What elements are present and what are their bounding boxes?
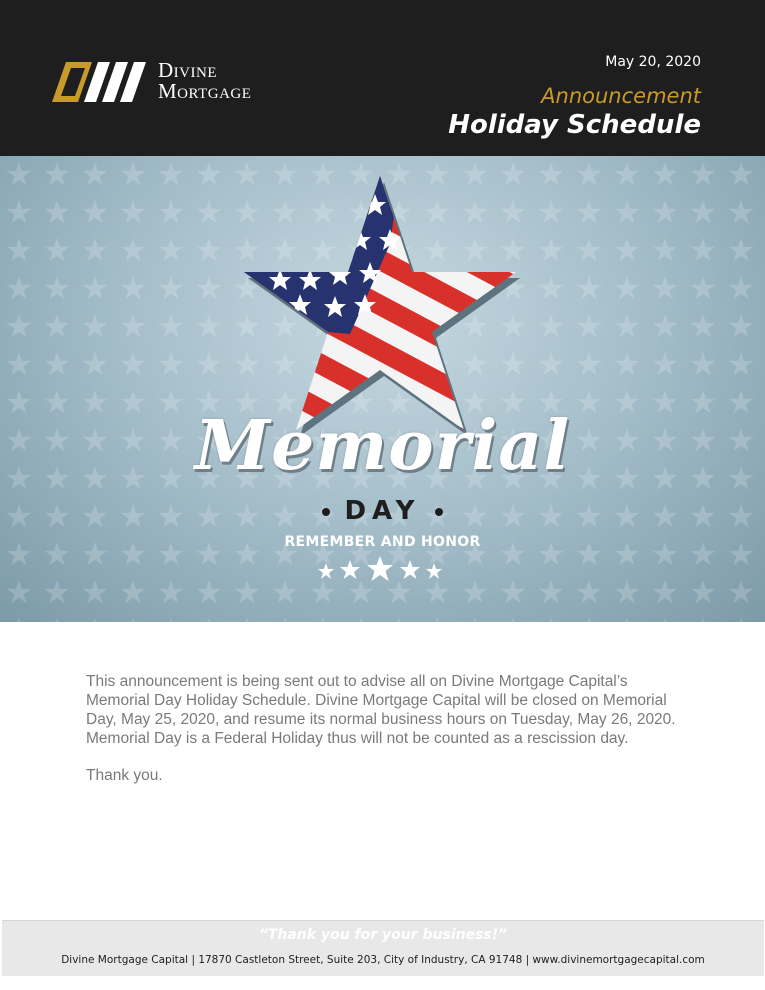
announcement-kicker: Announcement [541, 84, 701, 108]
american-flag-star-icon [240, 174, 520, 436]
divine-mortgage-logo-mark [52, 60, 158, 104]
banner-day-text: DAY [344, 496, 421, 526]
announcement-paragraph: This announcement is being sent out to advise all on Divine Mortgage Capital’s Memorial Day Holiday Schedule. Divine Mortgage Capital will be closed on Memorial Day, May 25, 2020, and resume its normal business hours on Tuesday, May 26, 2020. Memorial Day is a Federal Holiday thus will not be counted as a rescission day. [86, 673, 676, 747]
logo-line-2: Mortgage [158, 79, 252, 103]
logo-line-1: Divine [158, 58, 217, 82]
banner-day-line [0, 496, 765, 526]
banner-script-title: Memorial [194, 406, 571, 486]
banner-subtitle: REMEMBER AND HONOR [284, 534, 481, 550]
logo-wordmark [158, 60, 251, 102]
announcement-body [86, 672, 686, 803]
footer-contact-info: Divine Mortgage Capital | 17870 Castleton Street, Suite 203, City of Industry, CA 91748 | www.divinemortgagecapital.com [61, 954, 705, 966]
footer-thank-you-quote: “Thank you for your business!” [258, 927, 508, 943]
five-stars-icon [310, 554, 450, 586]
header-bar [0, 0, 765, 156]
closing-line: Thank you. [86, 767, 163, 784]
page-title: Holiday Schedule [448, 110, 701, 140]
company-logo [52, 60, 292, 108]
bullet-dot-left [322, 508, 330, 516]
memorial-day-banner [0, 156, 765, 622]
footer-bar [2, 920, 764, 976]
bullet-dot-right [435, 508, 443, 516]
announcement-date: May 20, 2020 [605, 54, 701, 70]
